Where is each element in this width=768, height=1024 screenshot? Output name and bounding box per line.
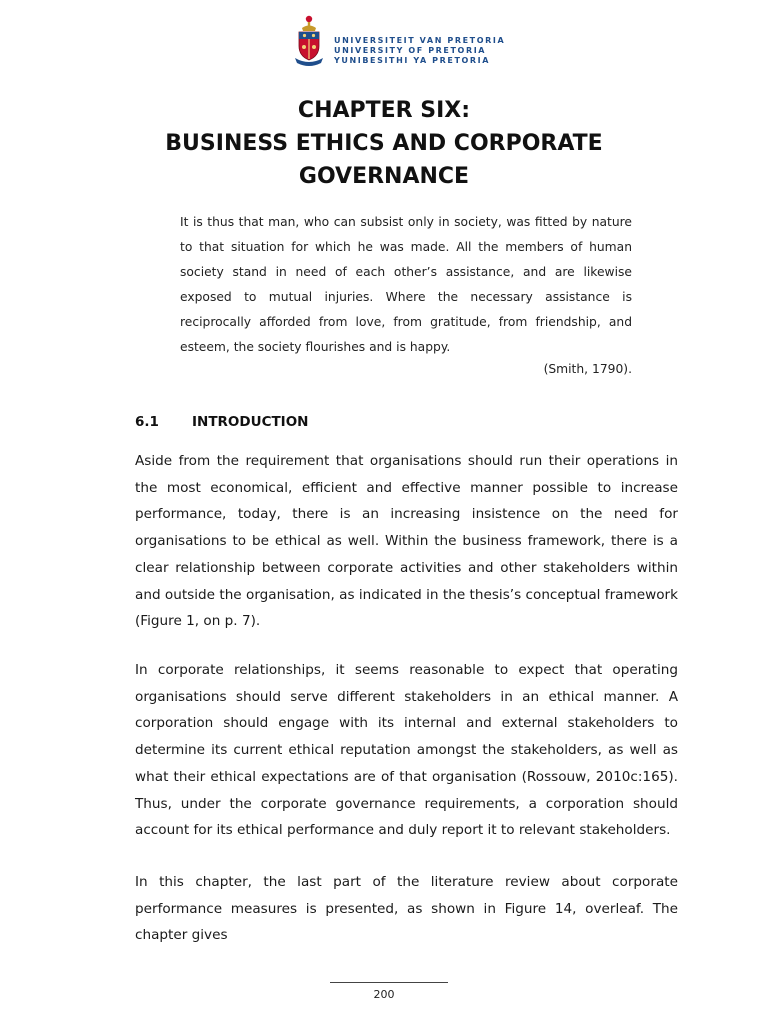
- university-name-sepedi: YUNIBESITHI YA PRETORIA: [334, 56, 491, 65]
- section-number: 6.1: [135, 414, 159, 430]
- body-paragraph-1: Aside from the requirement that organisations should run their operations in the most economical, efficient and effective manner possible to increase performance, today, there is an increasing insistence on the need for organisations to be ethical as well. Within the business framework, there is a clear relationship between corporate activities and other stakeholders within and outside the organisation, as indicated in the thesis’s conceptual framework (Figure 1, on p. 7).: [135, 453, 678, 630]
- university-name-afrikaans: UNIVERSITEIT VAN PRETORIA: [334, 36, 506, 45]
- chapter-title-line-3: GOVERNANCE: [298, 164, 470, 189]
- chapter-title-line-2: BUSINESS ETHICS AND CORPORATE: [165, 131, 603, 156]
- university-crest-icon: [294, 14, 324, 66]
- footer-divider: [330, 982, 448, 983]
- body-paragraph-2: In corporate relationships, it seems reasonable to expect that operating organisations should serve different stakeholders in an ethical manner. A corporation should engage with its internal and external stakeholders to determine its current ethical reputation amongst the stakeholders, as well as what their ethical expectations are of that organisation (Rossouw, 2010c:165). Thus, under the corporate governance requirements, a corporation should account for its ethical performance and duly report it to relevant stakeholders.: [135, 662, 678, 839]
- chapter-title: [0, 94, 768, 193]
- page-number: 200: [373, 988, 395, 1001]
- university-name-english: UNIVERSITY OF PRETORIA: [334, 46, 487, 55]
- section-heading: [135, 414, 308, 430]
- chapter-title-line-1: CHAPTER SIX:: [297, 98, 471, 123]
- section-title: INTRODUCTION: [192, 414, 309, 430]
- body-paragraph-3: In this chapter, the last part of the literature review about corporate performance measures is presented, as shown in Figure 14, overleaf. The chapter gives: [135, 874, 678, 944]
- university-logo: [294, 14, 506, 66]
- epigraph-quote: It is thus that man, who can subsist only in society, was fitted by nature to that situation for which he was made. All the members of human society stand in need of each other’s assistance, and are likewise exposed to mutual injuries. Where the necessary assistance is reciprocally afforded from love, from gratitude, from friendship, and esteem, the society flourishes and is happy.: [180, 215, 632, 354]
- epigraph-citation: (Smith, 1790).: [543, 362, 632, 376]
